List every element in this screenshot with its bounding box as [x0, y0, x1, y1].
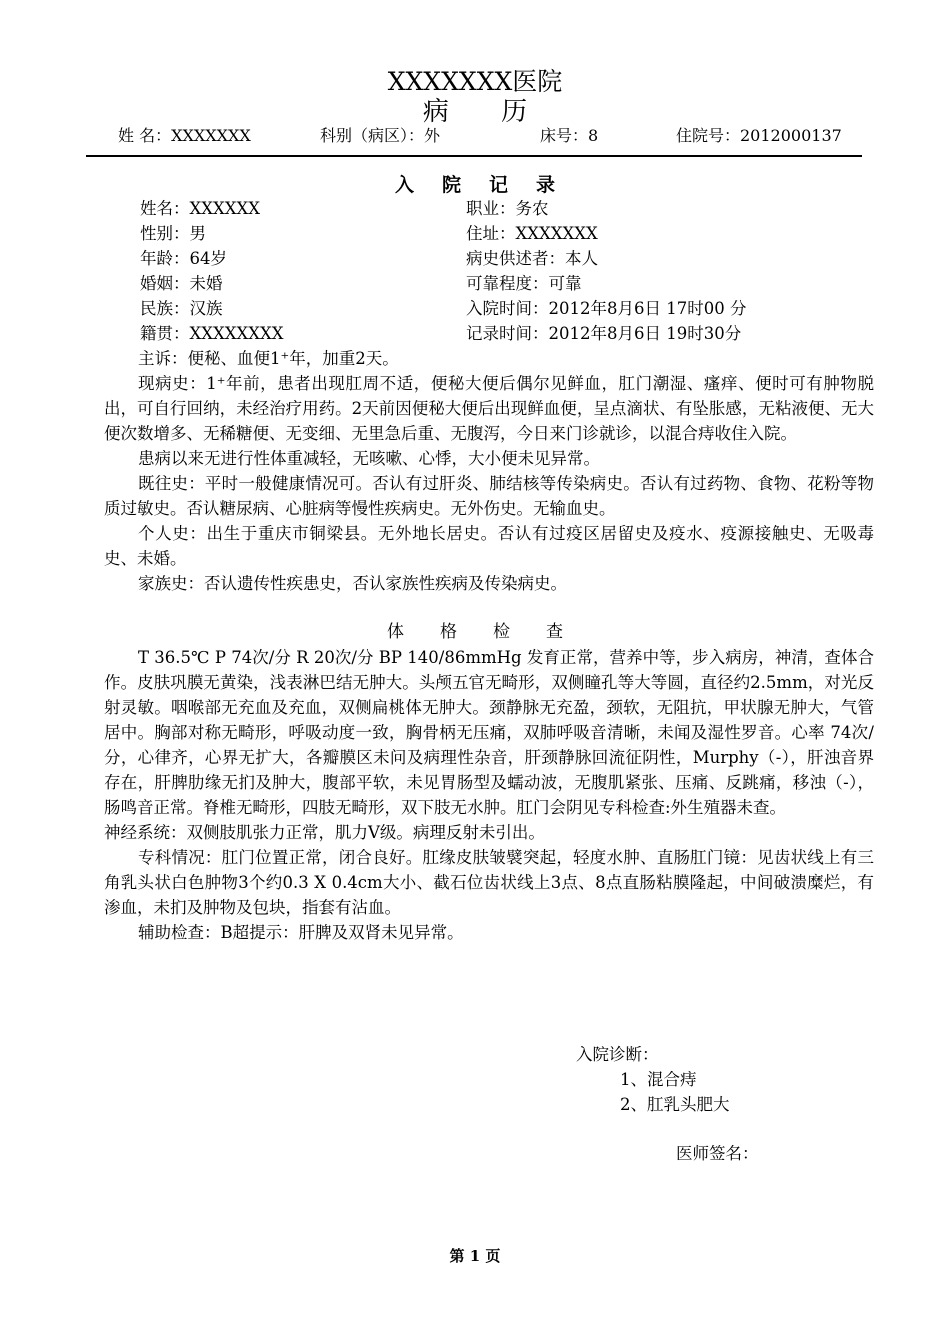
- department-field: 科别（病区）：外: [320, 126, 441, 145]
- family-history: 家族史：否认遗传性疾患史，否认家族性疾病及传染病史。: [138, 574, 567, 593]
- since-onset: 患病以来无进行性体重减轻，无咳嗽、心悸，大小便未见异常。: [138, 449, 600, 468]
- exam-section: [104, 645, 874, 945]
- info-historian: 病史供述者：本人: [466, 249, 598, 268]
- bed-number-field: 床号：8: [540, 126, 599, 145]
- info-name: 姓名：XXXXXX: [140, 199, 260, 218]
- info-address: 住址：XXXXXXX: [466, 224, 598, 243]
- neuro-exam: 神经系统：双侧肢肌张力正常，肌力Ⅴ级。病理反射未引出。: [104, 823, 545, 842]
- patient-info-right: [466, 196, 746, 346]
- record-title: 入院记录: [394, 174, 583, 196]
- info-admission-time: 入院时间：2012年8月6日 17时00 分: [466, 299, 747, 318]
- info-occupation: 职业：务农: [466, 199, 549, 218]
- admission-number-field: 住院号：2012000137: [676, 126, 842, 145]
- document-title: 病 历: [422, 97, 550, 127]
- exam-section-title: 体格检查: [387, 622, 599, 642]
- history-section: [104, 346, 874, 596]
- hospital-name: XXXXXXX医院: [387, 67, 563, 96]
- patient-info-left: [140, 196, 283, 346]
- info-marital: 婚姻：未婚: [140, 274, 223, 293]
- specialty-exam: 专科情况：肛门位置正常，闭合良好。肛缘皮肤皱襞突起，轻度水肿、直肠肛门镜：见齿状线上有三角乳头状白色肿物3个约0.3 X 0.4cm大小、截石位齿状线上3点、8点直肠粘膜隆起，中间破溃糜烂，有渗血，未扪及肿物及包块，指套有沾血。: [104, 848, 874, 917]
- page-number: 第 1 页: [449, 1247, 501, 1265]
- diagnosis-label: 入院诊断：: [576, 1045, 659, 1064]
- info-record-time: 记录时间：2012年8月6日 19时30分: [466, 324, 742, 343]
- general-exam: T 36.5℃ P 74次/分 R 20次/分 BP 140/86mmHg 发育正常，营养中等，步入病房，神清，查体合作。皮肤巩膜无黄染，浅表淋巴结无肿大。头颅五官无畸形，双侧瞳孔等大等圆，直径约2.5mm，对光反射灵敏。咽喉部无充血及充血，双侧扁桃体无肿大。颈静脉无充盈，颈软，无阻抗，甲状腺无肿大，气管居中。胸部对称无畸形，呼吸动度一致，胸骨柄无压痛，双肺呼吸音清晰，未闻及湿性罗音。心率 74次/分，心律齐，心界无扩大，各瓣膜区未问及病理性杂音，肝颈静脉回流征阴性，Murphy（-），肝浊音界存在，肝脾肋缘无扪及肿大，腹部平软，未见胃肠型及蠕动波，无腹肌紧张、压痛、反跳痛，移浊（-），肠鸣音正常。脊椎无畸形，四肢无畸形，双下肢无水肿。肛门会阴见专科检查:外生殖器未查。: [104, 648, 874, 817]
- present-illness: 现病史：1⁺年前，患者出现肛周不适，便秘大便后偶尔见鲜血，肛门潮湿、瘙痒、便时可有肿物脱出，可自行回纳，未经治疗用药。2天前因便秘大便后出现鲜血便，呈点滴状、有坠胀感，无粘液便、无大便次数增多、无稀糖便、无变细、无里急后重、无腹泻，今日来门诊就诊，以混合痔收住入院。: [104, 374, 874, 443]
- diagnosis-item-2: 2、肛乳头肥大: [620, 1095, 730, 1114]
- physician-signature-label: 医师签名：: [676, 1144, 759, 1163]
- chief-complaint: 主诉：便秘、血便1⁺年，加重2天。: [138, 349, 399, 368]
- past-history: 既往史：平时一般健康情况可。否认有过肝炎、肺结核等传染病史。否认有过药物、食物、花粉等物质过敏史。否认糖尿病、心脏病等慢性疾病史。无外伤史。无输血史。: [104, 474, 874, 518]
- info-native-place: 籍贯：XXXXXXXX: [140, 324, 284, 343]
- header-divider: [86, 155, 862, 157]
- patient-name-field: 姓 名：XXXXXXX: [118, 126, 251, 145]
- diagnosis-item-1: 1、混合痔: [620, 1070, 697, 1089]
- auxiliary-exam: 辅助检查：B超提示：肝脾及双肾未见异常。: [138, 923, 464, 942]
- info-age: 年龄：64岁: [140, 249, 227, 268]
- personal-history: 个人史：出生于重庆市铜梁县。无外地长居史。否认有过疫区居留史及疫水、疫源接触史、无吸毒史、未婚。: [104, 524, 874, 568]
- info-ethnicity: 民族：汉族: [140, 299, 223, 318]
- info-reliability: 可靠程度：可靠: [466, 274, 582, 293]
- info-sex: 性别：男: [140, 224, 206, 243]
